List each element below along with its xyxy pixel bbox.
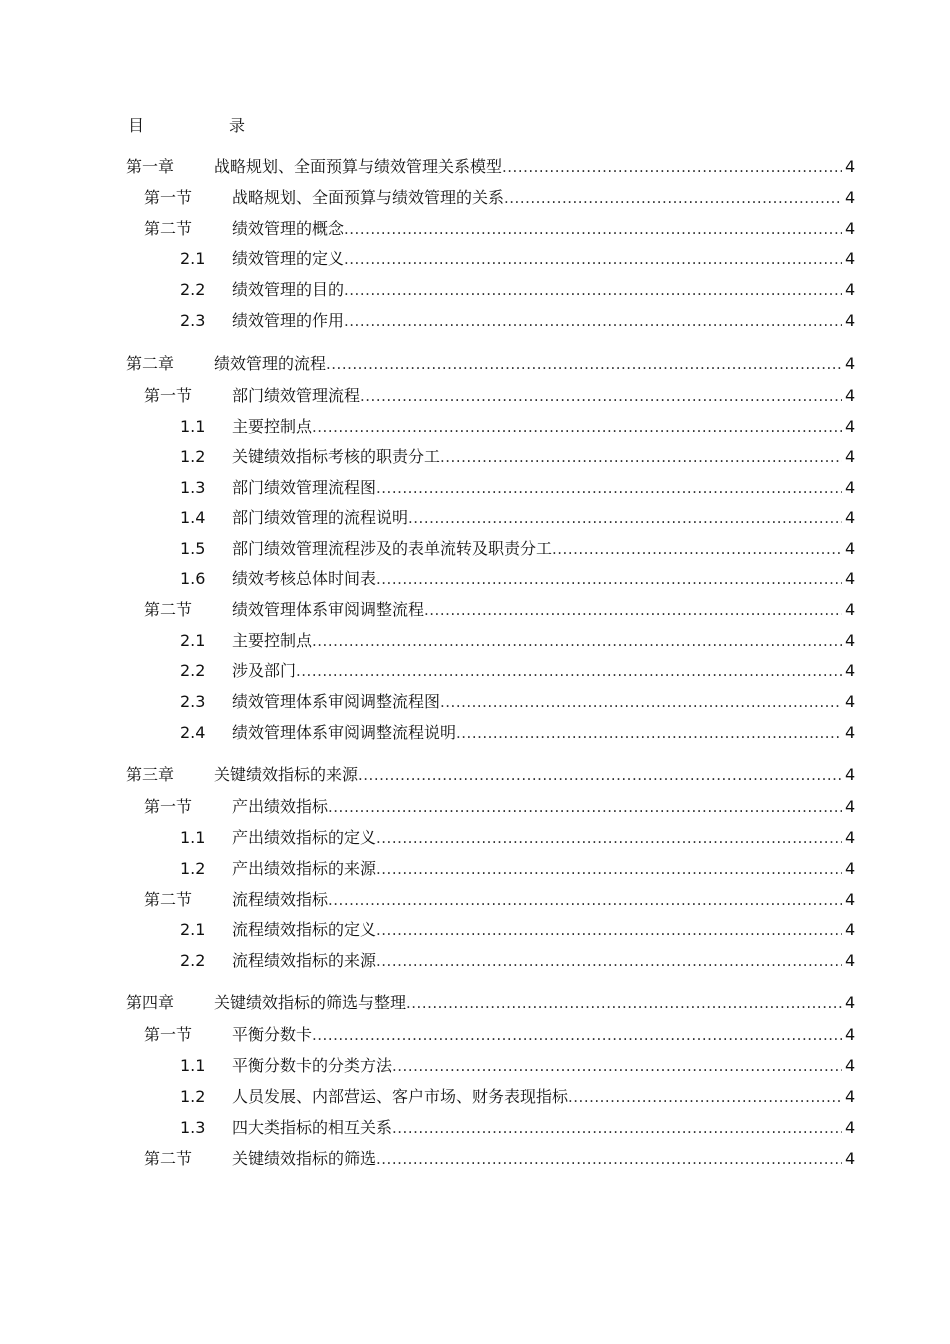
toc-entry-title: 关键绩效指标的筛选 [232,1149,377,1168]
toc-entry-number: 第一节 [144,188,193,207]
toc-entry-title: 平衡分数卡 [232,1025,313,1044]
toc-entry[interactable] [0,155,950,179]
toc-dot-leader [376,949,842,973]
toc-entry-title: 主要控制点 [232,631,313,650]
toc-entry-page: 4 [845,993,856,1012]
toc-entry-page: 4 [845,951,856,970]
toc-dot-leader [344,217,842,241]
toc-dot-leader [376,1147,842,1171]
toc-entry-page: 4 [845,354,856,373]
toc-entry-page: 4 [845,280,856,299]
toc-entry-title: 绩效管理的流程 [214,354,327,373]
toc-entry[interactable] [0,1054,950,1078]
toc-dot-leader [376,918,842,942]
toc-entry-title: 产出绩效指标的定义 [232,828,377,847]
toc-entry[interactable] [0,567,950,591]
toc-dot-leader [376,567,842,591]
toc-entry-title: 主要控制点 [232,417,313,436]
toc-entry-number: 1.4 [180,508,206,527]
toc-entry[interactable] [0,247,950,271]
toc-dot-leader [358,763,842,787]
toc-entry[interactable] [0,721,950,745]
toc-dot-leader [424,598,842,622]
toc-entry[interactable] [0,659,950,683]
toc-entry-title: 绩效管理体系审阅调整流程 [232,600,425,619]
toc-entry[interactable] [0,506,950,530]
toc-entry-page: 4 [845,478,856,497]
toc-entry-title: 关键绩效指标考核的职责分工 [232,447,441,466]
toc-entry-page: 4 [845,311,856,330]
toc-entry-title: 绩效管理体系审阅调整流程图 [232,692,441,711]
toc-entry-page: 4 [845,1087,856,1106]
toc-entry-page: 4 [845,569,856,588]
toc-entry[interactable] [0,1085,950,1109]
toc-entry-page: 4 [845,1056,856,1075]
toc-entry-page: 4 [845,859,856,878]
toc-entry-number: 第二节 [144,890,193,909]
toc-entry-title: 流程绩效指标 [232,890,329,909]
toc-entry-title: 关键绩效指标的筛选与整理 [214,993,407,1012]
toc-entry-number: 1.3 [180,478,206,497]
toc-entry-title: 绩效管理的目的 [232,280,345,299]
toc-entry-number: 第二节 [144,219,193,238]
toc-entry-title: 四大类指标的相互关系 [232,1118,393,1137]
toc-entry-title: 战略规划、全面预算与绩效管理的关系 [232,188,505,207]
toc-dot-leader [360,384,842,408]
toc-entry-number: 1.2 [180,1087,206,1106]
toc-entry-number: 1.5 [180,539,206,558]
toc-dot-leader [344,309,842,333]
toc-entry-page: 4 [845,249,856,268]
toc-entry[interactable] [0,445,950,469]
toc-entry-number: 1.1 [180,417,206,436]
toc-entry-number: 第二节 [144,1149,193,1168]
toc-entry-title: 绩效管理的定义 [232,249,345,268]
toc-entry-page: 4 [845,1025,856,1044]
toc-entry-number: 1.2 [180,859,206,878]
toc-entry-number: 2.1 [180,249,206,268]
toc-dot-leader [502,155,842,179]
toc-entry-title: 平衡分数卡的分类方法 [232,1056,393,1075]
toc-dot-leader [568,1085,842,1109]
toc-entry-title: 部门绩效管理流程 [232,386,361,405]
toc-entry-title: 部门绩效管理流程涉及的表单流转及职责分工 [232,539,553,558]
toc-entry[interactable] [0,186,950,210]
toc-entry-title: 涉及部门 [232,661,297,680]
toc-dot-leader [552,537,842,561]
toc-entry-page: 4 [845,692,856,711]
toc-entry[interactable] [0,415,950,439]
toc-entry-number: 2.2 [180,280,206,299]
toc-entry-page: 4 [845,828,856,847]
toc-dot-leader [406,991,842,1015]
toc-entry-number: 2.4 [180,723,206,742]
toc-entry-title: 流程绩效指标的来源 [232,951,377,970]
toc-entry-page: 4 [845,1149,856,1168]
toc-entry-number: 2.3 [180,311,206,330]
toc-entry-number: 2.1 [180,920,206,939]
toc-entry-page: 4 [845,797,856,816]
toc-dot-leader [376,476,842,500]
toc-entry[interactable] [0,629,950,653]
toc-entry-title: 产出绩效指标的来源 [232,859,377,878]
toc-entry-title: 部门绩效管理流程图 [232,478,377,497]
toc-entry[interactable] [0,826,950,850]
toc-dot-leader [376,826,842,850]
toc-entry-number: 第二节 [144,600,193,619]
toc-entry[interactable] [0,949,950,973]
toc-entry[interactable] [0,795,950,819]
toc-entry-page: 4 [845,386,856,405]
toc-dot-leader [344,278,842,302]
toc-entry-title: 部门绩效管理的流程说明 [232,508,409,527]
toc-entry[interactable] [0,991,950,1015]
toc-entry[interactable] [0,918,950,942]
toc-dot-leader [296,659,842,683]
toc-entry[interactable] [0,763,950,787]
toc-entry-page: 4 [845,920,856,939]
toc-entry-number: 1.6 [180,569,206,588]
toc-entry[interactable] [0,857,950,881]
toc-dot-leader [408,506,842,530]
toc-entry-number: 第三章 [126,765,175,784]
toc-entry-number: 第二章 [126,354,175,373]
toc-entry-page: 4 [845,661,856,680]
toc-entry[interactable] [0,537,950,561]
toc-entry[interactable] [0,1023,950,1047]
toc-dot-leader [392,1054,842,1078]
toc-entry-number: 1.1 [180,828,206,847]
toc-entry-title: 绩效考核总体时间表 [232,569,377,588]
toc-entry-number: 第一节 [144,797,193,816]
toc-entry[interactable] [0,888,950,912]
toc-dot-leader [440,445,842,469]
toc-entry[interactable] [0,217,950,241]
toc-entry[interactable] [0,598,950,622]
toc-entry-page: 4 [845,188,856,207]
toc-entry[interactable] [0,476,950,500]
toc-title-right: 录 [229,116,246,135]
toc-dot-leader [440,690,842,714]
toc-entry-title: 战略规划、全面预算与绩效管理关系模型 [214,157,503,176]
toc-entry[interactable] [0,352,950,376]
toc-entry[interactable] [0,384,950,408]
toc-entry-page: 4 [845,890,856,909]
toc-dot-leader [312,1023,842,1047]
toc-entry-title: 流程绩效指标的定义 [232,920,377,939]
toc-entry-page: 4 [845,508,856,527]
toc-entry-page: 4 [845,600,856,619]
toc-entry-number: 2.3 [180,692,206,711]
toc-entry-page: 4 [845,447,856,466]
toc-dot-leader [328,795,842,819]
toc-dot-leader [312,629,842,653]
toc-dot-leader [456,721,842,745]
toc-entry-number: 第一章 [126,157,175,176]
toc-entry-page: 4 [845,157,856,176]
toc-entry-number: 2.1 [180,631,206,650]
toc-dot-leader [344,247,842,271]
toc-entry-number: 第一节 [144,386,193,405]
toc-entry-number: 第一节 [144,1025,193,1044]
toc-entry[interactable] [0,1147,950,1171]
toc-dot-leader [376,857,842,881]
toc-entry-title: 产出绩效指标 [232,797,329,816]
toc-entry-title: 人员发展、内部营运、客户市场、财务表现指标 [232,1087,569,1106]
toc-entry-number: 2.2 [180,951,206,970]
toc-entry[interactable] [0,278,950,302]
toc-dot-leader [392,1116,842,1140]
toc-entry-page: 4 [845,417,856,436]
toc-entry-number: 2.2 [180,661,206,680]
toc-title-left: 目 [128,116,145,135]
toc-entry-title: 关键绩效指标的来源 [214,765,359,784]
toc-entry-number: 1.2 [180,447,206,466]
toc-entry-page: 4 [845,723,856,742]
toc-entry[interactable] [0,1116,950,1140]
toc-entry-title: 绩效管理的作用 [232,311,345,330]
toc-dot-leader [326,352,842,376]
toc-dot-leader [312,415,842,439]
toc-entry[interactable] [0,690,950,714]
toc-entry-page: 4 [845,765,856,784]
toc-entry[interactable] [0,309,950,333]
toc-entry-title: 绩效管理的概念 [232,219,345,238]
toc-entry-page: 4 [845,631,856,650]
toc-entry-page: 4 [845,1118,856,1137]
toc-entry-title: 绩效管理体系审阅调整流程说明 [232,723,457,742]
toc-title [128,116,245,136]
toc-dot-leader [504,186,842,210]
toc-entry-number: 第四章 [126,993,175,1012]
toc-dot-leader [328,888,842,912]
toc-entry-page: 4 [845,539,856,558]
toc-entry-number: 1.3 [180,1118,206,1137]
toc-entry-number: 1.1 [180,1056,206,1075]
toc-entry-page: 4 [845,219,856,238]
